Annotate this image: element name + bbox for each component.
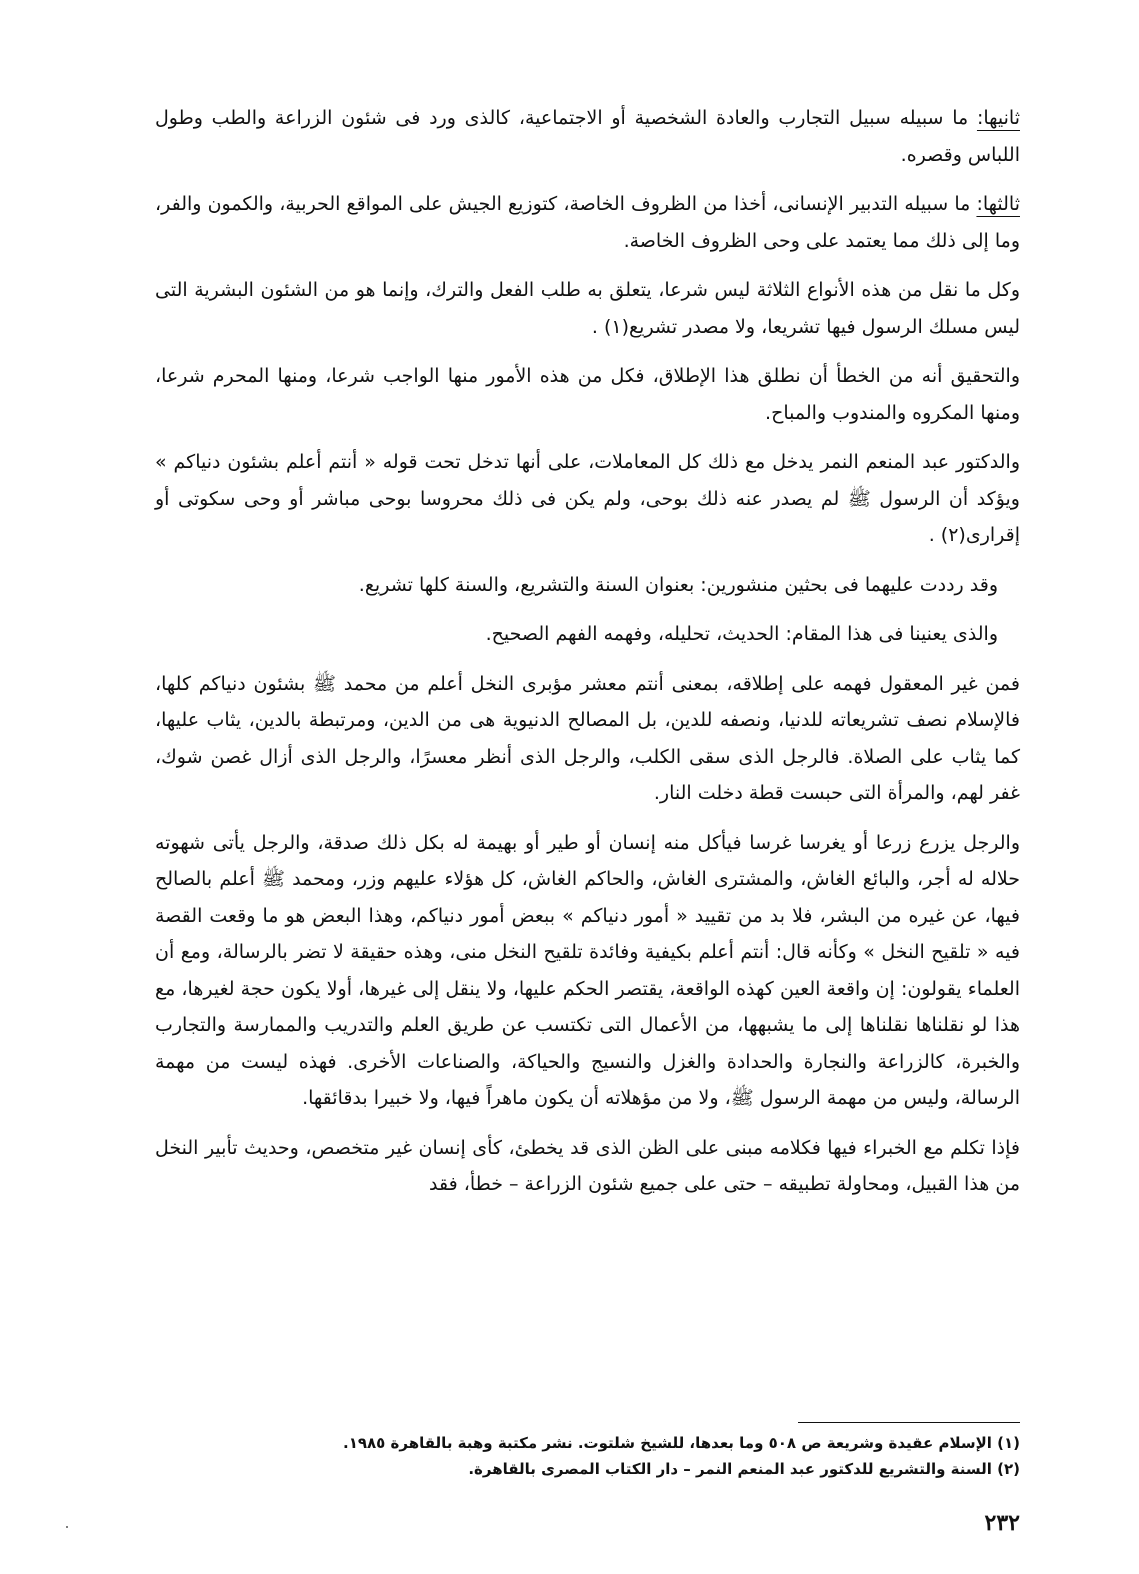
paragraph-rebuttal: وقد رددت عليهما فى بحثين منشورين: بعنوان السنة والتشريع، والسنة كلها تشريع. bbox=[358, 573, 998, 596]
footnotes bbox=[250, 1430, 1020, 1482]
main-text-body bbox=[155, 100, 1020, 1216]
footnote-divider bbox=[798, 1422, 1020, 1423]
paragraph-verification: والتحقيق أنه من الخطأ أن نطلق هذا الإطلاق، فكل من هذه الأمور منها الواجب شرعا، ومنها المحرم شرعا، ومنها المكروه والمندوب والمباح. bbox=[155, 365, 1020, 424]
paragraph-farmer-example: والرجل يزرع زرعا أو يغرسا غرسا فيأكل منه إنسان أو طير أو بهيمة له بكل ذلك صدقة، والرجل يأتى شهوته حلاله له أجر، والبائع الغاش، والمشترى الغاش، والحاكم الغاش، كل هؤلاء عليهم وزر، ومحمد ﷺ أعلم بالصالح فيها، عن غيره من البشر، فلا بد من تقييد « أمور دنياكم » ببعض أمور دنياكم، وهذا البعض هو ما وقعت القصة فيه « تلقيح النخل » وكأنه قال: أنتم أعلم بكيفية وفائدة تلقيح النخل منى، وهذه حقيقة لا تضر بالرسالة، ومع أن العلماء يقولون: إن واقعة العين كهذه الواقعة، يقتصر الحكم عليها، ولا ينقل إلى غيرها، أولا يكون حجة لغيرها، مع هذا لو نقلناها نقلناها إلى ما يشبهها، من الأعمال التى تكتسب عن طريق العلم والتدريب والممارسة والتجارب والخبرة، كالزراعة والنجارة والحدادة والغزل والنسيج والحياكة، والصناعات الأخرى. فهذه ليست من مهمة الرسالة، وليس من مهمة الرسول ﷺ، ولا من مؤهلاته أن يكون ماهراً فيها، ولا خبيرا بدقائقها. bbox=[155, 831, 1020, 1109]
paragraph-lead-third: ثالثها: bbox=[976, 193, 1020, 215]
paragraph-third-type bbox=[155, 186, 1020, 259]
paragraph-second-type bbox=[155, 100, 1020, 173]
paragraph-concern: والذى يعنينا فى هذا المقام: الحديث، تحليله، وفهمه الفهم الصحيح. bbox=[485, 623, 998, 645]
footnote-1: (١) الإسلام عقيدة وشريعة ص ٥٠٨ وما بعدها، للشيخ شلتوت. نشر مكتبة وهبة بالقاهرة ١٩٨٥. bbox=[342, 1434, 1020, 1452]
paragraph-unreasonable: فمن غير المعقول فهمه على إطلاقه، بمعنى أنتم معشر مؤبرى النخل أعلم من محمد ﷺ بشئون دنياكم كلها، فالإسلام نصف تشريعاته للدنيا، ونصفه للدين، بل المصالح الدنيوية هى من الدين، ومرتبطة بالدين، يثاب عليها، كما يثاب على الصلاة. فالرجل الذى سقى الكلب، والرجل الذى أنظر معسرًا، والرجل الذى أزال غصن شوك، غفر لهم، والمرأة التى حبست قطة دخلت النار. bbox=[155, 672, 1020, 804]
paragraph-text-second: ما سبيله سبيل التجارب والعادة الشخصية أو الاجتماعية، كالذى ورد فى شئون الزراعة والطب وطول اللباس وقصره. bbox=[155, 107, 1020, 166]
paragraph-lead-second: ثانيها: bbox=[976, 107, 1020, 129]
footnote-2: (٢) السنة والتشريع للدكتور عبد المنعم النمر – دار الكتاب المصرى بالقاهرة. bbox=[468, 1460, 1020, 1478]
paragraph-not-legislation: وكل ما نقل من هذه الأنواع الثلاثة ليس شرعا، يتعلق به طلب الفعل والترك، وإنما هو من الشئون البشرية التى ليس مسلك الرسول فيها تشريعا، ولا مصدر تشريع(١) . bbox=[155, 279, 1020, 338]
page-number: ٢٣٢ bbox=[984, 1510, 1020, 1536]
paragraph-dr-alnimr: والدكتور عبد المنعم النمر يدخل مع ذلك كل المعاملات، على أنها تدخل تحت قوله « أنتم أعلم بشئون دنياكم » ويؤكد أن الرسول ﷺ لم يصدر عنه ذلك بوحى، ولم يكن فى ذلك محروسا بوحى مباشر أو وحى سكوتى أو إقرارى(٢) . bbox=[155, 451, 1020, 546]
paragraph-text-third: ما سبيله التدبير الإنسانى، أخذا من الظروف الخاصة، كتوزيع الجيش على المواقع الحربية، والكمون والفر، وما إلى ذلك مما يعتمد على وحى الظروف الخاصة. bbox=[155, 193, 1020, 252]
paragraph-experts: فإذا تكلم مع الخبراء فيها فكلامه مبنى على الظن الذى قد يخطئ، كأى إنسان غير متخصص، وحديث تأبير النخل من هذا القبيل، ومحاولة تطبيقه – حتى على جميع شئون الزراعة – خطأ، فقد bbox=[155, 1136, 1020, 1195]
scan-artifact-dot bbox=[66, 1526, 68, 1528]
